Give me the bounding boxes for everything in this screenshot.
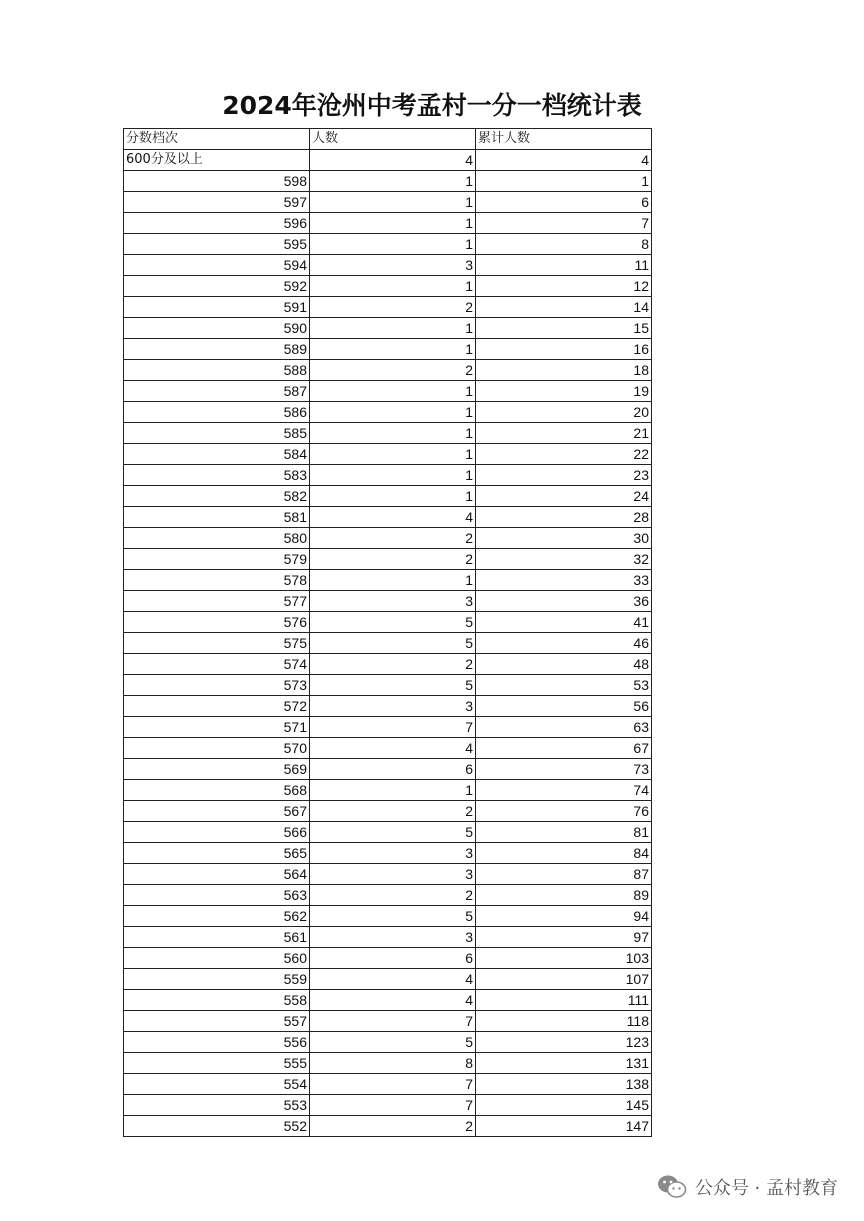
score-cell: 582 (124, 486, 310, 507)
cumulative-cell: 74 (476, 780, 652, 801)
table-row (124, 213, 652, 234)
cumulative-cell: 147 (476, 1116, 652, 1137)
cumulative-cell: 7 (476, 213, 652, 234)
table-row (124, 570, 652, 591)
score-cell: 562 (124, 906, 310, 927)
score-cell: 579 (124, 549, 310, 570)
count-cell: 7 (310, 1095, 476, 1116)
table-row (124, 255, 652, 276)
table-row (124, 507, 652, 528)
table-row (124, 549, 652, 570)
table-row (124, 612, 652, 633)
score-cell: 556 (124, 1032, 310, 1053)
cumulative-cell: 131 (476, 1053, 652, 1074)
cumulative-cell: 36 (476, 591, 652, 612)
score-cell: 570 (124, 738, 310, 759)
table-row (124, 654, 652, 675)
table-row (124, 948, 652, 969)
score-cell: 598 (124, 171, 310, 192)
score-cell: 569 (124, 759, 310, 780)
score-cell: 591 (124, 297, 310, 318)
table-row (124, 738, 652, 759)
score-cell: 584 (124, 444, 310, 465)
cumulative-cell: 67 (476, 738, 652, 759)
table-row (124, 780, 652, 801)
count-cell: 7 (310, 1011, 476, 1032)
count-cell: 4 (310, 150, 476, 171)
count-cell: 1 (310, 780, 476, 801)
score-cell: 561 (124, 927, 310, 948)
table-row (124, 1011, 652, 1032)
count-cell: 1 (310, 444, 476, 465)
count-cell: 5 (310, 675, 476, 696)
cumulative-cell: 81 (476, 822, 652, 843)
count-cell: 2 (310, 1116, 476, 1137)
cumulative-cell: 32 (476, 549, 652, 570)
count-cell: 5 (310, 612, 476, 633)
table-row (124, 969, 652, 990)
count-cell: 3 (310, 591, 476, 612)
cumulative-cell: 18 (476, 360, 652, 381)
cumulative-cell: 28 (476, 507, 652, 528)
score-cell: 597 (124, 192, 310, 213)
table-row (124, 192, 652, 213)
table-row (124, 276, 652, 297)
cumulative-cell: 94 (476, 906, 652, 927)
count-cell: 2 (310, 654, 476, 675)
score-cell: 596 (124, 213, 310, 234)
table-row (124, 423, 652, 444)
cumulative-cell: 41 (476, 612, 652, 633)
table-header-row (124, 129, 652, 150)
table-row (124, 885, 652, 906)
cumulative-cell: 97 (476, 927, 652, 948)
table-row (124, 444, 652, 465)
table-row (124, 864, 652, 885)
table-row (124, 990, 652, 1011)
column-header-cumulative: 累计人数 (476, 129, 652, 150)
count-cell: 1 (310, 339, 476, 360)
cumulative-cell: 23 (476, 465, 652, 486)
count-cell: 3 (310, 927, 476, 948)
column-header-count: 人数 (310, 129, 476, 150)
cumulative-cell: 48 (476, 654, 652, 675)
score-cell: 557 (124, 1011, 310, 1032)
score-cell: 586 (124, 402, 310, 423)
cumulative-cell: 11 (476, 255, 652, 276)
cumulative-cell: 84 (476, 843, 652, 864)
cumulative-cell: 73 (476, 759, 652, 780)
score-cell: 595 (124, 234, 310, 255)
count-cell: 1 (310, 171, 476, 192)
cumulative-cell: 20 (476, 402, 652, 423)
cumulative-cell: 14 (476, 297, 652, 318)
cumulative-cell: 145 (476, 1095, 652, 1116)
score-cell: 566 (124, 822, 310, 843)
count-cell: 1 (310, 486, 476, 507)
cumulative-cell: 12 (476, 276, 652, 297)
cumulative-cell: 89 (476, 885, 652, 906)
score-cell: 589 (124, 339, 310, 360)
score-cell: 577 (124, 591, 310, 612)
count-cell: 7 (310, 717, 476, 738)
cumulative-cell: 4 (476, 150, 652, 171)
count-cell: 4 (310, 990, 476, 1011)
count-cell: 7 (310, 1074, 476, 1095)
count-cell: 1 (310, 276, 476, 297)
table-row (124, 528, 652, 549)
count-cell: 2 (310, 885, 476, 906)
cumulative-cell: 46 (476, 633, 652, 654)
score-cell: 585 (124, 423, 310, 444)
table-row (124, 591, 652, 612)
table-row (124, 843, 652, 864)
score-cell: 568 (124, 780, 310, 801)
table-row (124, 801, 652, 822)
table-row (124, 1116, 652, 1137)
table-row (124, 318, 652, 339)
score-cell: 600分及以上 (124, 150, 310, 171)
table-row (124, 465, 652, 486)
table-row (124, 234, 652, 255)
cumulative-cell: 24 (476, 486, 652, 507)
cumulative-cell: 33 (476, 570, 652, 591)
table-row (124, 381, 652, 402)
cumulative-cell: 16 (476, 339, 652, 360)
table-row (124, 1095, 652, 1116)
table-row (124, 150, 652, 171)
count-cell: 4 (310, 738, 476, 759)
score-cell: 594 (124, 255, 310, 276)
cumulative-cell: 107 (476, 969, 652, 990)
score-cell: 553 (124, 1095, 310, 1116)
score-cell: 564 (124, 864, 310, 885)
score-cell: 590 (124, 318, 310, 339)
cumulative-cell: 56 (476, 696, 652, 717)
table-row (124, 1074, 652, 1095)
cumulative-cell: 123 (476, 1032, 652, 1053)
count-cell: 1 (310, 465, 476, 486)
table-row (124, 696, 652, 717)
count-cell: 6 (310, 759, 476, 780)
count-cell: 1 (310, 318, 476, 339)
table-row (124, 1053, 652, 1074)
score-cell: 576 (124, 612, 310, 633)
count-cell: 5 (310, 633, 476, 654)
cumulative-cell: 87 (476, 864, 652, 885)
count-cell: 3 (310, 843, 476, 864)
table-row (124, 822, 652, 843)
watermark (657, 1173, 838, 1201)
count-cell: 4 (310, 969, 476, 990)
table-row (124, 486, 652, 507)
cumulative-cell: 138 (476, 1074, 652, 1095)
score-cell: 581 (124, 507, 310, 528)
cumulative-cell: 118 (476, 1011, 652, 1032)
score-cell: 552 (124, 1116, 310, 1137)
score-cell: 580 (124, 528, 310, 549)
table-row (124, 927, 652, 948)
count-cell: 1 (310, 234, 476, 255)
table-body (124, 150, 652, 1137)
cumulative-cell: 6 (476, 192, 652, 213)
cumulative-cell: 63 (476, 717, 652, 738)
cumulative-cell: 15 (476, 318, 652, 339)
cumulative-cell: 53 (476, 675, 652, 696)
score-cell: 573 (124, 675, 310, 696)
score-distribution-table (123, 128, 652, 1137)
score-cell: 567 (124, 801, 310, 822)
score-cell: 572 (124, 696, 310, 717)
count-cell: 3 (310, 864, 476, 885)
count-cell: 3 (310, 255, 476, 276)
score-cell: 555 (124, 1053, 310, 1074)
table-row (124, 633, 652, 654)
cumulative-cell: 111 (476, 990, 652, 1011)
table-row (124, 171, 652, 192)
cumulative-cell: 103 (476, 948, 652, 969)
column-header-score: 分数档次 (124, 129, 310, 150)
table-row (124, 360, 652, 381)
count-cell: 1 (310, 213, 476, 234)
table-row (124, 297, 652, 318)
table-row (124, 1032, 652, 1053)
score-cell: 565 (124, 843, 310, 864)
count-cell: 2 (310, 528, 476, 549)
score-cell: 587 (124, 381, 310, 402)
score-cell: 563 (124, 885, 310, 906)
count-cell: 2 (310, 549, 476, 570)
score-cell: 592 (124, 276, 310, 297)
count-cell: 1 (310, 192, 476, 213)
count-cell: 1 (310, 423, 476, 444)
count-cell: 6 (310, 948, 476, 969)
score-cell: 574 (124, 654, 310, 675)
count-cell: 1 (310, 402, 476, 423)
count-cell: 2 (310, 360, 476, 381)
table-row (124, 717, 652, 738)
count-cell: 5 (310, 822, 476, 843)
cumulative-cell: 1 (476, 171, 652, 192)
score-cell: 558 (124, 990, 310, 1011)
wechat-icon (657, 1174, 687, 1200)
count-cell: 5 (310, 906, 476, 927)
cumulative-cell: 22 (476, 444, 652, 465)
table-row (124, 759, 652, 780)
table-row (124, 906, 652, 927)
score-cell: 560 (124, 948, 310, 969)
table-row (124, 402, 652, 423)
score-cell: 588 (124, 360, 310, 381)
score-cell: 554 (124, 1074, 310, 1095)
score-cell: 575 (124, 633, 310, 654)
score-cell: 571 (124, 717, 310, 738)
count-cell: 4 (310, 507, 476, 528)
cumulative-cell: 19 (476, 381, 652, 402)
count-cell: 8 (310, 1053, 476, 1074)
cumulative-cell: 21 (476, 423, 652, 444)
count-cell: 5 (310, 1032, 476, 1053)
score-cell: 559 (124, 969, 310, 990)
count-cell: 3 (310, 696, 476, 717)
count-cell: 1 (310, 381, 476, 402)
table-row (124, 675, 652, 696)
count-cell: 2 (310, 297, 476, 318)
count-cell: 2 (310, 801, 476, 822)
cumulative-cell: 8 (476, 234, 652, 255)
count-cell: 1 (310, 570, 476, 591)
cumulative-cell: 76 (476, 801, 652, 822)
table-row (124, 339, 652, 360)
watermark-text: 公众号 · 孟村教育 (694, 1178, 838, 1199)
cumulative-cell: 30 (476, 528, 652, 549)
page-title: 2024年沧州中考孟村一分一档统计表 (222, 91, 642, 120)
score-cell: 583 (124, 465, 310, 486)
score-cell: 578 (124, 570, 310, 591)
